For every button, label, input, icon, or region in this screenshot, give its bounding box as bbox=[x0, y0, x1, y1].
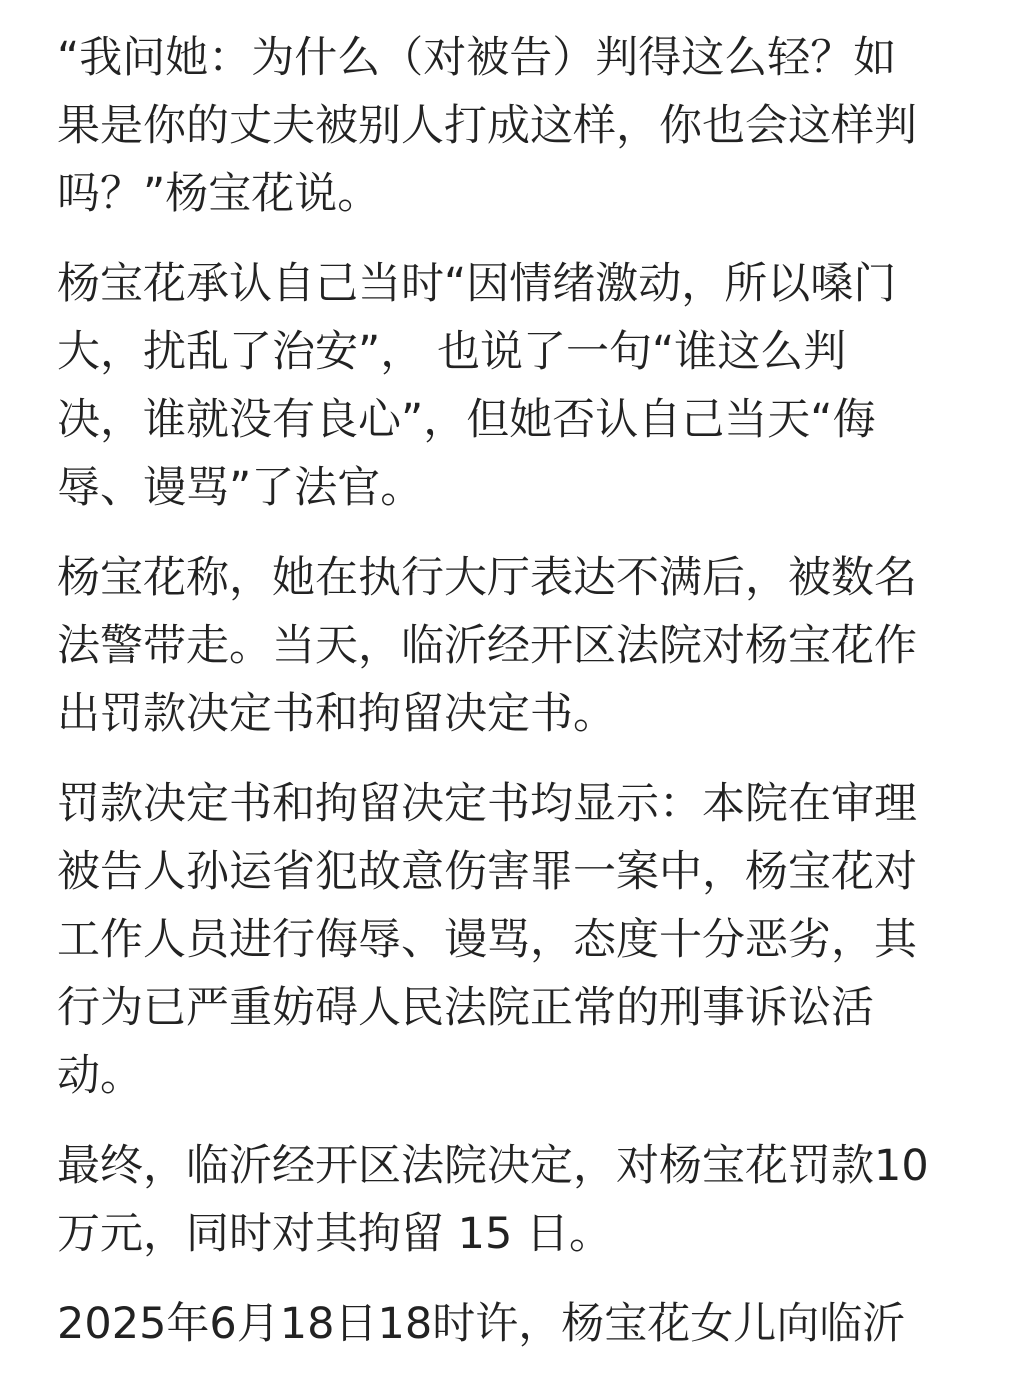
article-body bbox=[57, 24, 967, 1380]
text-line: 行为已严重妨碍人民法院正常的刑事诉讼活 bbox=[57, 983, 874, 1033]
paragraph-1 bbox=[57, 24, 967, 228]
text-line: 杨宝花承认自己当时“因情绪激动，所以嗓门 bbox=[57, 259, 897, 309]
text-line: 万元，同时对其拘留 15 日。 bbox=[57, 1209, 613, 1259]
paragraph-3 bbox=[57, 544, 967, 748]
bottom-fade bbox=[0, 1369, 1020, 1395]
text-line: 被告人孙运省犯故意伤害罪一案中，杨宝花对 bbox=[57, 847, 917, 897]
text-line: 杨宝花称，她在执行大厅表达不满后，被数名 bbox=[57, 553, 917, 603]
text-line: 工作人员进行侮辱、谩骂，态度十分恶劣，其 bbox=[57, 915, 917, 965]
text-line: 罚款决定书和拘留决定书均显示：本院在审理 bbox=[57, 779, 917, 829]
text-line: 决，谁就没有良心”，但她否认自己当天“侮 bbox=[57, 395, 876, 445]
text-line: 果是你的丈夫被别人打成这样，你也会这样判 bbox=[57, 101, 917, 151]
paragraph-2 bbox=[57, 250, 967, 522]
text-line: “我问她：为什么（对被告）判得这么轻？如 bbox=[57, 33, 897, 83]
text-line: 动。 bbox=[57, 1051, 143, 1101]
text-line: 2025年6月18日18时许，杨宝花女儿向临沂 bbox=[57, 1299, 906, 1349]
text-line: 吗？”杨宝花说。 bbox=[57, 169, 381, 219]
text-line: 出罚款决定书和拘留决定书。 bbox=[57, 689, 616, 739]
paragraph-5 bbox=[57, 1132, 967, 1268]
paragraph-4 bbox=[57, 770, 967, 1110]
text-line: 法警带走。当天，临沂经开区法院对杨宝花作 bbox=[57, 621, 917, 671]
paragraph-6 bbox=[57, 1290, 967, 1358]
text-line: 辱、谩骂”了法官。 bbox=[57, 463, 424, 513]
text-line: 最终，临沂经开区法院决定，对杨宝花罚款10 bbox=[57, 1141, 929, 1191]
text-line: 大，扰乱了治安”， 也说了一句“谁这么判 bbox=[57, 327, 847, 377]
